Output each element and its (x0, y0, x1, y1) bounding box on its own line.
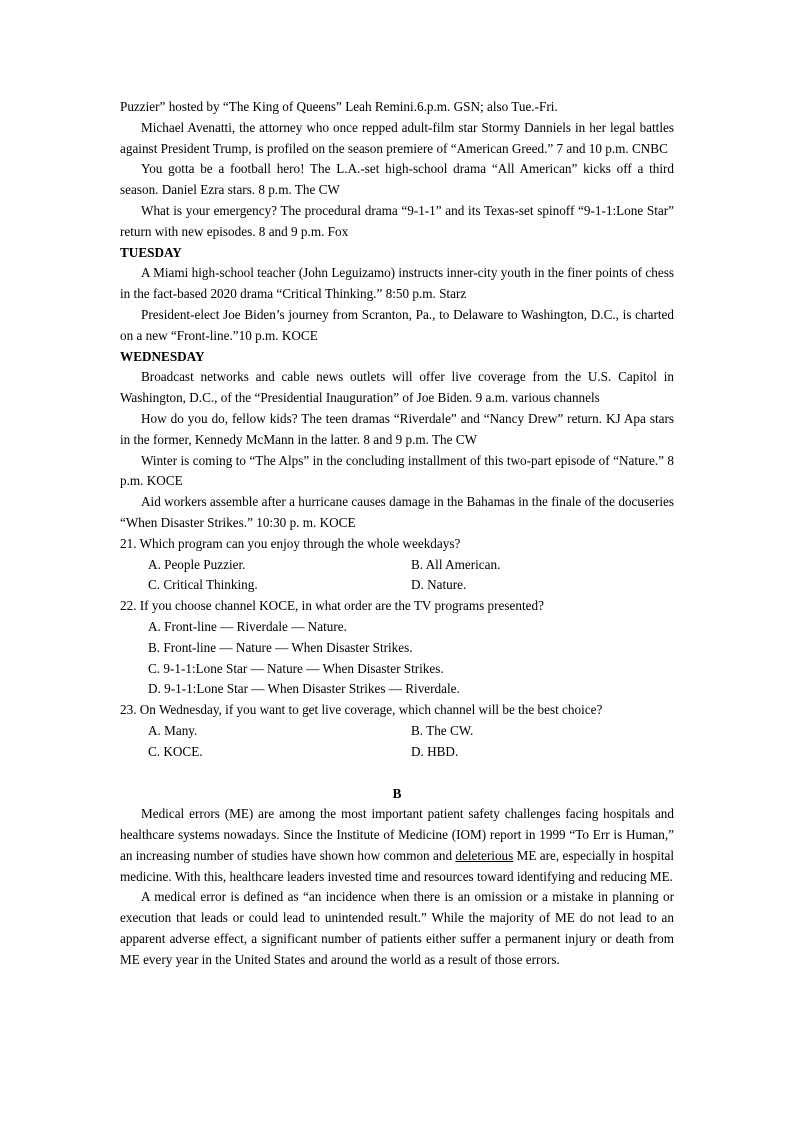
document-page (120, 97, 674, 971)
question-21 (120, 534, 674, 596)
section-b-heading: B (392, 785, 402, 801)
question-23-stem: 23. On Wednesday, if you want to get live coverage, which channel will be the best choice? (120, 702, 603, 718)
listing-nature: Winter is coming to “The Alps” in the concluding installment of this two-part episode of “Nature.” 8 p.m. KOCE (120, 452, 674, 489)
question-21-option-b: B. All American. (411, 556, 501, 572)
question-23-option-b: B. The CW. (411, 722, 474, 738)
question-23-option-d: D. HBD. (411, 743, 459, 759)
question-21-option-c: C. Critical Thinking. (148, 577, 258, 593)
passage-b-paragraph-1 (120, 804, 674, 887)
question-22 (120, 596, 674, 700)
passage-b-text-start: Medical errors (ME) are among the most important patient safety challenges facing hospitals and healthcare systems nowadays. Since the Institute of Medicine (IOM) report in 1999 “To Err is Human,” an increasing number of studies have shown how common and (120, 806, 674, 863)
question-22-option-c: C. 9-1-1:Lone Star — Nature — When Disaster Strikes. (148, 660, 444, 676)
question-22-stem: 22. If you choose channel KOCE, in what order are the TV programs presented? (120, 598, 544, 614)
underlined-word-deleterious: deleterious (455, 847, 514, 863)
question-23 (120, 700, 674, 762)
passage-b-paragraph-2: A medical error is defined as “an incidence when there is an omission or a mistake in planning or execution that leads or could lead to unintended result.” While the majority of ME do not lead to an apparent adverse effect, a significant number of patients either suffer a permanent injury or death from ME every year in the United States and around the world as a result of those errors. (120, 889, 674, 967)
question-22-option-b: B. Front-line — Nature — When Disaster Strikes. (148, 639, 413, 655)
listing-people-puzzier: Puzzier” hosted by “The King of Queens” Leah Remini.6.p.m. GSN; also Tue.-Fri. (120, 99, 558, 114)
passage-b-text-end: ME are, especially in hospital medicine. With this, healthcare leaders invested time and resources toward identifying and reducing ME. (120, 847, 674, 884)
listing-critical-thinking: A Miami high-school teacher (John Leguizamo) instructs inner-city youth in the finer points of chess in the fact-based 2020 drama “Critical Thinking.” 8:50 p.m. Starz (120, 265, 674, 302)
listing-inauguration: Broadcast networks and cable news outlets will offer live coverage from the U.S. Capitol in Washington, D.C., of the “Presidential Inauguration” of Joe Biden. 9 a.m. various channels (120, 369, 674, 406)
question-21-option-d: D. Nature. (411, 577, 467, 593)
listing-when-disaster-strikes: Aid workers assemble after a hurricane causes damage in the Bahamas in the finale of the docuseries “When Disaster Strikes.” 10:30 p. m. KOCE (120, 494, 674, 530)
question-23-option-a: A. Many. (148, 722, 198, 738)
listing-all-american: You gotta be a football hero! The L.A.-set high-school drama “All American” kicks off a third season. Daniel Ezra stars. 8 p.m. The CW (120, 161, 674, 198)
heading-tuesday: TUESDAY (120, 244, 182, 260)
listing-riverdale: How do you do, fellow kids? The teen dramas “Riverdale” and “Nancy Drew” return. KJ Apa stars in the former, Kennedy McMann in the latter. 8 and 9 p.m. The CW (120, 410, 674, 447)
heading-wednesday: WEDNESDAY (120, 348, 205, 364)
listing-american-greed: Michael Avenatti, the attorney who once repped adult-film star Stormy Danniels in her legal battles against President Trump, is profiled on the season premiere of “American Greed.” 7 and 10 p.m. CNBC (120, 119, 674, 156)
listing-front-line: President-elect Joe Biden’s journey from Scranton, Pa., to Delaware to Washington, D.C., is charted on a new “Front-line.”10 p.m. KOCE (120, 306, 674, 343)
question-21-stem: 21. Which program can you enjoy through the whole weekdays? (120, 535, 461, 551)
question-21-option-a: A. People Puzzier. (148, 556, 246, 572)
listing-9-1-1: What is your emergency? The procedural drama “9-1-1” and its Texas-set spinoff “9-1-1:Lone Star” return with new episodes. 8 and 9 p.m. Fox (120, 202, 674, 239)
question-22-option-d: D. 9-1-1:Lone Star — When Disaster Strikes — Riverdale. (148, 681, 460, 697)
question-22-option-a: A. Front-line — Riverdale — Nature. (148, 618, 347, 634)
question-23-option-c: C. KOCE. (148, 743, 203, 759)
